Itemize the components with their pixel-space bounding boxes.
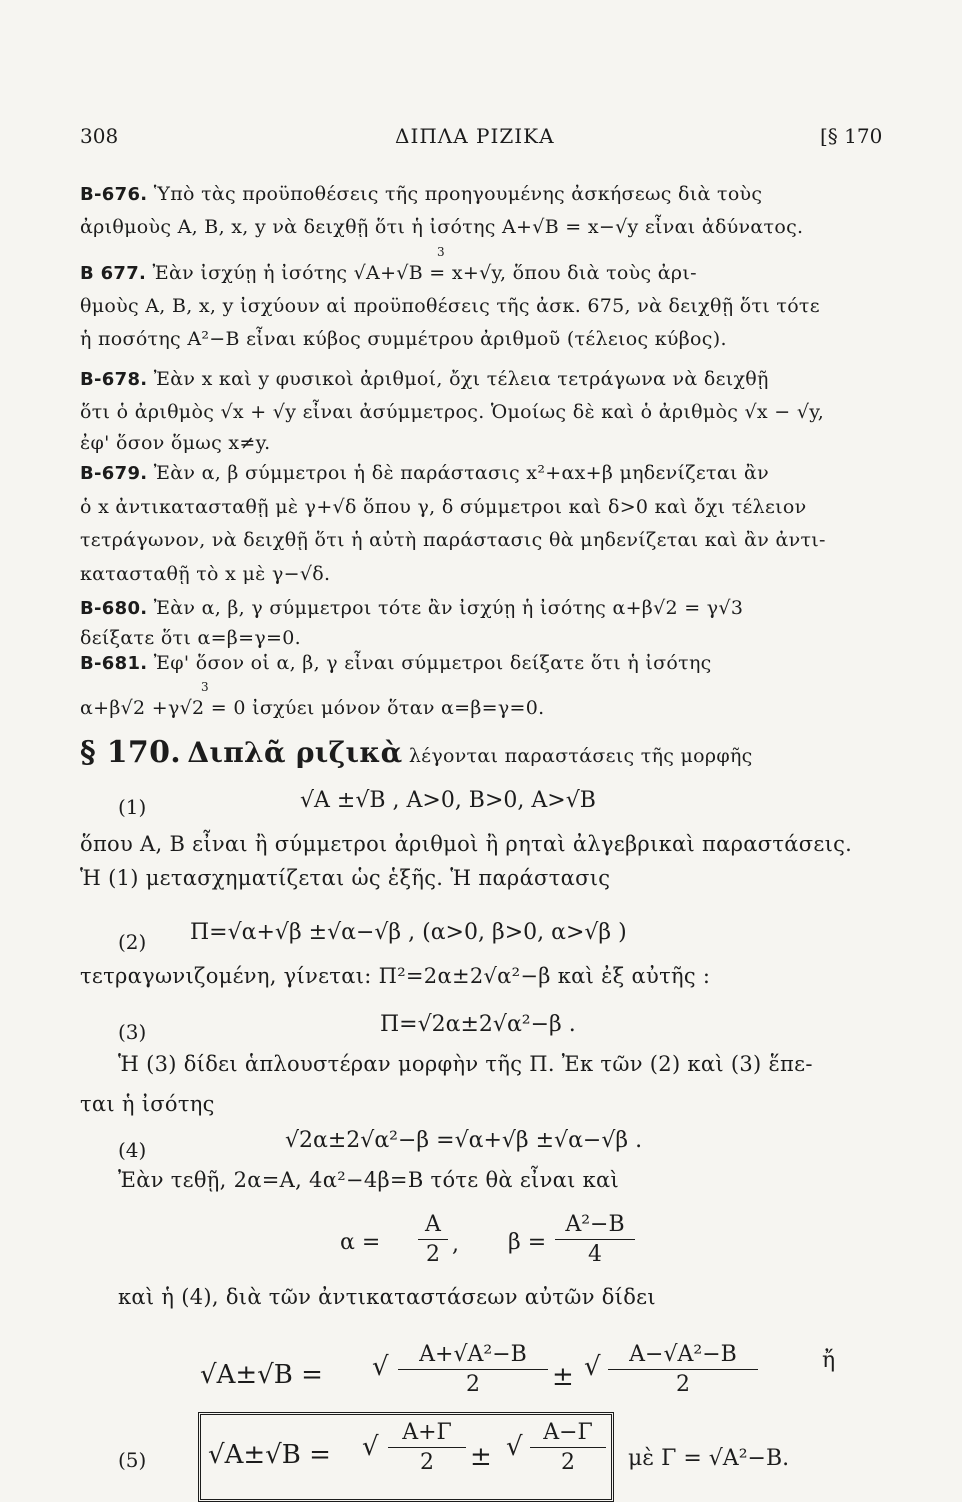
exercise-b679-line1: Β-679. Ἐὰν α, β σύμμετροι ἡ δὲ παράστασις x²+αx+β μηδενίζεται ἂν (80, 462, 770, 484)
exercise-label: Β-678. (80, 369, 148, 390)
formula-5-lhs: √Α±√Β = (208, 1440, 331, 1470)
alpha-lhs: α = (340, 1230, 381, 1255)
alpha-fraction (418, 1212, 448, 1267)
separator-comma: , (452, 1232, 459, 1257)
page-number: 308 (80, 124, 119, 148)
exercise-b678-line2: ὅτι ὁ ἀριθμὸς √x + √y εἶναι ἀσύμμετρος. Ὁμοίως δὲ καὶ ὁ ἀριθμὸς √x − √y, (80, 401, 825, 423)
section-reference: [§ 170 (820, 124, 883, 148)
equation-label-2: (2) (118, 930, 147, 954)
exercise-b677-line1: Β 677. Ἐὰν ἰσχύῃ ἡ ἰσότης √Α+√Β = x+√y, ὅπου διὰ τοὺς ἀρι- (80, 262, 697, 284)
section-text-2: Ἡ (1) μετασχηματίζεται ὡς ἑξῆς. Ἡ παράστασις (80, 866, 611, 890)
section-title: Διπλᾶ ριζικὰ (187, 736, 403, 769)
fraction-bar (418, 1239, 448, 1240)
exercise-b679-line3: τετράγωνον, νὰ δειχθῇ ὅτι ἡ αὐτὴ παράστασις θὰ μηδενίζεται καὶ ἂν ἀντι- (80, 529, 826, 551)
exercise-b681-line2: α+β√2 +γ√2 = 0 ἰσχύει μόνον ὅταν α=β=γ=0. (80, 697, 545, 719)
alpha-denominator: 2 (426, 1242, 440, 1267)
formula-5-fraction-1 (388, 1420, 466, 1475)
exercise-label: Β-679. (80, 463, 148, 484)
formula-5-numerator-2: Α−Γ (543, 1420, 593, 1445)
equation-label-5: (5) (118, 1448, 147, 1472)
formula-5-denominator-2: 2 (561, 1450, 575, 1475)
section-text-1: ὅπου Α, Β εἶναι ἢ σύμμετροι ἀριθμοὶ ἢ ρηταὶ ἀλγεβρικαὶ παραστάσεις. (80, 832, 853, 856)
section-text-4: Ἡ (3) δίδει ἁπλουστέραν μορφὴν τῆς Π. Ἐκ τῶν (2) καὶ (3) ἕπε- (118, 1052, 813, 1076)
exercise-label: Β-681. (80, 653, 148, 674)
formula-5-denominator-1: 2 (420, 1450, 434, 1475)
beta-denominator: 4 (588, 1242, 602, 1267)
exercise-b677-line2: θμοὺς Α, Β, x, y ἰσχύουν αἱ προϋποθέσεις τῆς ἀσκ. 675, νὰ δειχθῇ ὅτι τότε (80, 295, 820, 317)
exercise-b680-line2: δείξατε ὅτι α=β=γ=0. (80, 627, 301, 649)
exercise-b678-line1: Β-678. Ἐὰν x καὶ y φυσικοὶ ἀριθμοί, ὄχι τέλεια τετράγωνα νὰ δειχθῇ (80, 368, 769, 390)
section-intro: λέγονται παραστάσεις τῆς μορφῆς (408, 745, 753, 767)
plus-minus-sign: ± (470, 1442, 492, 1472)
big-radical-sign: √ (372, 1352, 389, 1382)
big-radical-sign: √ (584, 1352, 601, 1382)
fraction-bar (555, 1239, 635, 1240)
exercise-b679-line4: κατασταθῇ τὸ x μὲ γ−√δ. (80, 563, 331, 585)
exercise-label: Β-680. (80, 598, 148, 619)
section-text-6: Ἐὰν τεθῇ, 2α=Α, 4α²−4β=Β τότε θὰ εἶναι καὶ (118, 1168, 620, 1192)
beta-numerator: Α²−Β (565, 1212, 625, 1237)
beta-fraction (555, 1212, 635, 1267)
fraction-bar (388, 1447, 466, 1448)
equation-2: Π=√α+√β ±√α−√β , (α>0, β>0, α>√β ) (190, 920, 627, 945)
equation-1: √Α ±√Β , Α>0, Β>0, Α>√Β (300, 788, 596, 813)
big-fraction-1 (398, 1342, 548, 1397)
section-number: § 170. (80, 735, 181, 770)
big-numerator-2: Α−√Α²−Β (629, 1342, 737, 1367)
section-text-7: καὶ ἡ (4), διὰ τῶν ἀντικαταστάσεων αὐτῶν δίδει (118, 1285, 656, 1309)
cube-root-index: 3 (201, 680, 209, 694)
cube-root-index: 3 (437, 245, 445, 259)
exercise-b679-line2: ὁ x ἀντικατασταθῇ μὲ γ+√δ ὅπου γ, δ σύμμετροι καὶ δ>0 καὶ ὄχι τέλειον (80, 496, 807, 518)
fraction-bar (530, 1447, 606, 1448)
big-radical-sign: √ (506, 1432, 523, 1462)
equation-4: √2α±2√α²−β =√α+√β ±√α−√β . (285, 1128, 643, 1153)
big-radical-sign: √ (362, 1432, 379, 1462)
exercise-label: Β 677. (80, 263, 147, 284)
or-word: ἤ (822, 1348, 836, 1373)
exercise-label: Β-676. (80, 184, 148, 205)
exercise-b681-line1: Β-681. Ἐφ' ὅσον οἱ α, β, γ εἶναι σύμμετροι δείξατε ὅτι ἡ ἰσότης (80, 652, 712, 674)
exercise-b680-line1: Β-680. Ἐὰν α, β, γ σύμμετροι τότε ἂν ἰσχύῃ ἡ ἰσότης α+β√2 = γ√3 (80, 597, 744, 619)
beta-lhs: β = (508, 1230, 547, 1255)
big-denominator-2: 2 (676, 1372, 690, 1397)
section-heading (80, 735, 753, 770)
section-text-3: τετραγωνιζομένη, γίνεται: Π²=2α±2√α²−β καὶ ἐξ αὐτῆς : (80, 964, 711, 988)
big-numerator-1: Α+√Α²−Β (419, 1342, 527, 1367)
formula-5-fraction-2 (530, 1420, 606, 1475)
formula-5-rhs: μὲ Γ = √Α²−Β. (628, 1446, 790, 1471)
alpha-numerator: Α (425, 1212, 441, 1237)
fraction-bar (398, 1369, 548, 1370)
big-identity-lhs: √Α±√Β = (200, 1360, 323, 1390)
big-fraction-2 (608, 1342, 758, 1397)
section-text-5: ται ἡ ἰσότης (80, 1092, 215, 1116)
exercise-b676-line2: ἀριθμοὺς Α, Β, x, y νὰ δειχθῇ ὅτι ἡ ἰσότης Α+√Β = x−√y εἶναι ἀδύνατος. (80, 216, 804, 238)
equation-label-4: (4) (118, 1138, 147, 1162)
equation-label-1: (1) (118, 795, 147, 819)
equation-3: Π=√2α±2√α²−β . (380, 1012, 576, 1037)
exercise-b677-line3: ἡ ποσότης Α²−Β εἶναι κύβος συμμέτρου ἀριθμοῦ (τέλειος κύβος). (80, 328, 727, 350)
exercise-b678-line3: ἐφ' ὅσον ὅμως x≠y. (80, 432, 271, 454)
formula-5-numerator-1: Α+Γ (402, 1420, 452, 1445)
running-title: ΔΙΠΛΑ ΡΙΖΙΚΑ (395, 124, 555, 148)
exercise-b676-line1: Β-676. Ὑπὸ τὰς προϋποθέσεις τῆς προηγουμένης ἀσκήσεως διὰ τοὺς (80, 183, 763, 205)
plus-minus-sign: ± (552, 1362, 574, 1392)
equation-label-3: (3) (118, 1020, 147, 1044)
big-denominator-1: 2 (466, 1372, 480, 1397)
fraction-bar (608, 1369, 758, 1370)
